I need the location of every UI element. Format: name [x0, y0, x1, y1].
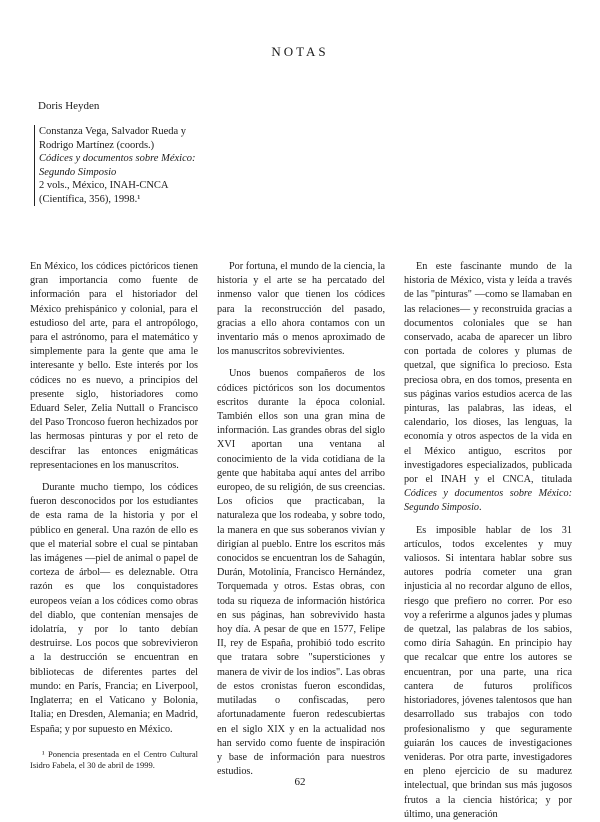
paragraph-text-end: .: [479, 502, 482, 514]
column-2: [217, 260, 385, 822]
paragraph: Por fortuna, el mundo de la ciencia, la historia y el arte se ha percatado del inmenso valor que tienen los códices para la reconstrucción del pasado, gracias a ello ahora contamos con un inventario más o menos aproximado de los manuscritos sobrevivientes.: [217, 261, 385, 358]
reference-editors-line2: Rodrigo Martínez (coords.): [39, 139, 155, 151]
reference-title-line2: Segundo Simposio: [39, 166, 117, 178]
column-1: [30, 260, 198, 822]
page-number: 62: [294, 776, 306, 788]
book-title-inline: Códices y documentos sobre México: Segundo Simposio: [404, 488, 572, 514]
body-text: [30, 260, 572, 822]
running-header: NOTAS: [271, 44, 329, 59]
reference-editors-line1: Constanza Vega, Salvador Rueda y: [39, 126, 187, 137]
paragraph: En México, los códices pictóricos tienen gran importancia como fuente de información para el historiador del México prehispánico y colonial, para el estudioso del arte, para el antropólogo, para el astrónomo, para el matemático y simplemente para la gente que ama le interesante y bello. Este interés por los códices no es nuevo, a principios del presente siglo, historiadores como Eduard Seler, Zelia Nuttall o Francisco del Paso Troncoso fueron hechizados por las hermosas pinturas y por el reto de descifrar las entonces enigmáticas representaciones en los manuscritos.: [30, 261, 198, 471]
book-reference: [34, 125, 209, 206]
reference-title-line1: Códices y documentos sobre México:: [39, 153, 196, 164]
paragraph-text: En este fascinante mundo de la historia de México, vista y leída a través de las "pinturas" —como se llamaban en las relaciones— y reconstruida gracias a documentos coloniales que se han conservado, acaba de aparecer un libro con portada de colores y plumas de quetzal, que significa lo precioso. Esta preciosa obra, en dos tomos, presenta en sus páginas varios estudios acerca de las pinturas, las palabras, las ideas, el calendario, los dioses, las lenguas, la economía y otros aspectos de la vida en el México antiguo, escritos por investigadores especializados, publicada por el INAH y el CNCA, titulada: [404, 261, 572, 486]
paragraph: [404, 260, 572, 516]
footnote: ¹ Ponencia presentada en el Centro Cultural Isidro Fabela, el 30 de abril de 1999.: [30, 748, 198, 770]
paragraph: Es imposible hablar de los 31 artículos, todos excelentes y muy valiosos. Si intentara hablar sobre sus autores podría cometer una gran injusticia al no recordar alguno de ellos, riesgo que prefiero no correr. Por eso voy a referirme a algunos jades y plumas de quetzal, las palabras de los sabios, como diría Sahagún. En principio hay que recalcar que entre los autores se encuentran, por una parte, una rica cantera de futuros prolíficos historiadores, jóvenes talentosos que han desarrollado sus trabajos con todo profesionalismo y que seguramente guiarán los cauces de investigaciones venideras. Por otra parte, investigadores en pleno ejercicio de su madurez intelectual, que brindan sus más jugosos frutos a la ciencia histórica; y por último, una generación: [404, 524, 572, 820]
paragraph: Unos buenos compañeros de los códices pictóricos son los documentos escritos durante la época colonial. También ellos son una gran mina de información. Las grandes obras del siglo XVI aportan una ventana al conocimiento de la vida cotidiana de la gente que habitaba aquí antes del arribo europeo, de su religión, de sus creencias. Los oficios que practicaban, la naturaleza que los rodeaba, y sobre todo, la manera en que sus soberanos vivían y dirigían al pueblo. Entre los escritos más conocidos se encuentran los de Sahagún, Durán, Motolinía, Francisco Hernández, Torquemada y otros. Estas obras, con toda su riqueza de información histórica en sus páginas, han sobrevivido hasta hoy día. A pesar de que en 1577, Felipe II, rey de España, prohibió todo escrito que tratara sobre "supersticiones y manera de vivir de los indios". Las obras de estos cronistas fueron escondidas, mutiladas o confiscadas, pero afortunadamente fueron redescubiertas en el siglo XIX y en la actualidad nos han servido como fuente de inspiración y base de información para nuestros estudios.: [217, 368, 385, 778]
reference-publisher: 2 vols., México, INAH-CNCA: [39, 180, 169, 191]
reference-series: (Científica, 356), 1998.¹: [39, 193, 141, 205]
review-author: Doris Heyden: [38, 100, 100, 112]
paragraph: Durante mucho tiempo, los códices fueron desconocidos por los estudiantes de esta rama de la historia y por el público en general. Una razón de ello es que el material sobre el cual se pintaban las imágenes —piel de animal o papel de corteza de árbol— es deleznable. Otra razón es que los conquistadores europeos veían a los códices como obras del diablo, que contenían mensajes de idolatría, y por lo tanto debían destruirse. Los pocos que sobrevivieron a la destrucción se encuentran en bibliotecas de diferentes partes del mundo: en París, Francia; en Liverpool, Inglaterra; en el Vaticano y Bolonia, Italia; en Dresden, Alemania; en Madrid, España; y por supuesto en México.: [30, 482, 198, 735]
column-3: [404, 260, 572, 822]
